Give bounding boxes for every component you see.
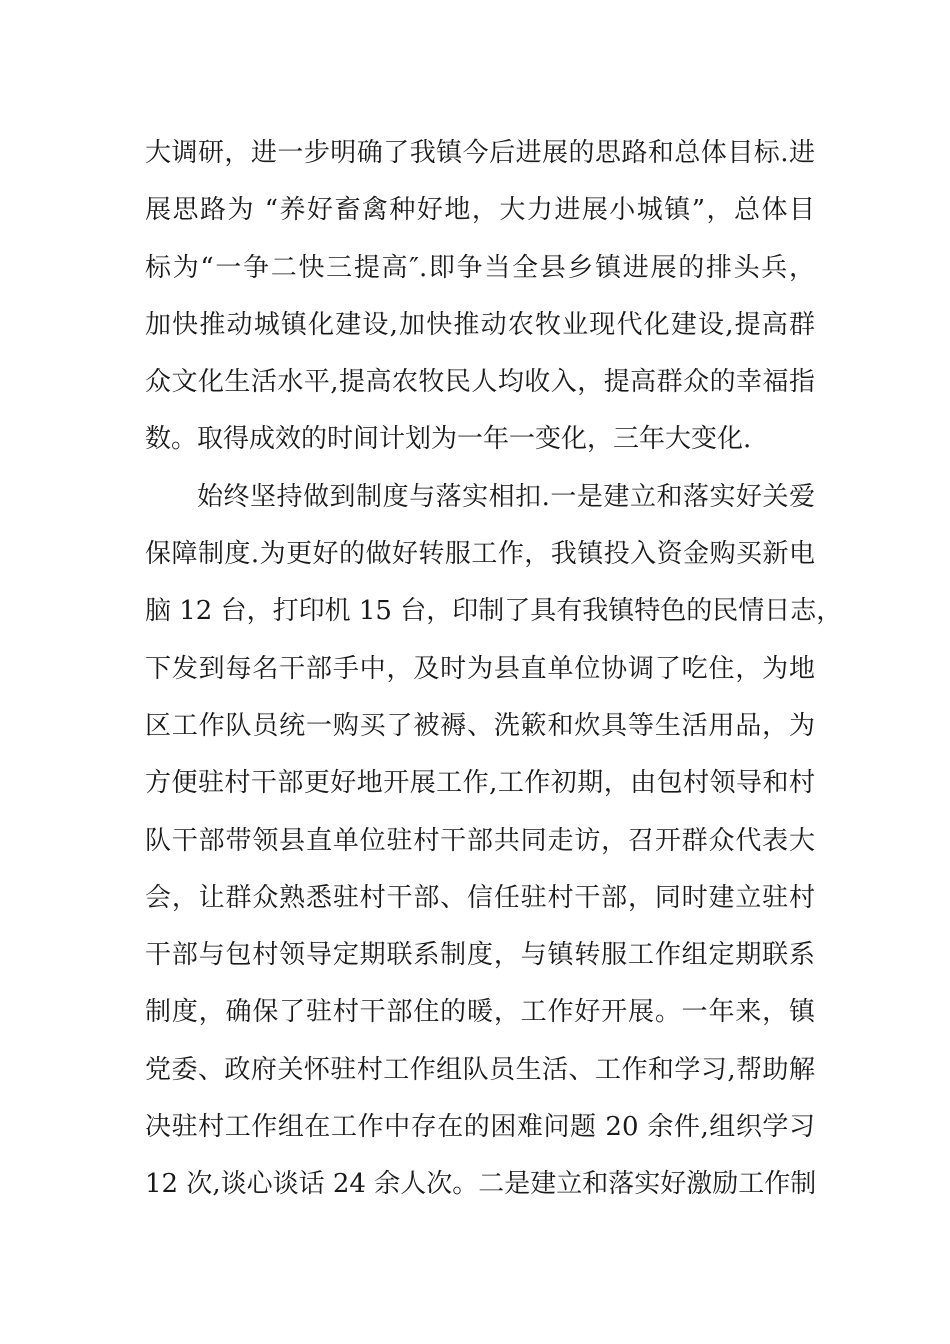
text-line: 众文化生活水平,提高农牧民人均收入，提高群众的幸福指 <box>145 367 815 398</box>
text-line: 12 次,谈心谈话 24 余人次。二是建立和落实好激励工作制 <box>145 1169 817 1200</box>
body-text <box>145 125 843 1214</box>
text-line: 党委、政府关怀驻村工作组队员生活、工作和学习,帮助解 <box>145 1054 815 1085</box>
text-line: 干部与包村领导定期联系制度，与镇转服工作组定期联系 <box>145 940 815 971</box>
text-line: 展思路为 “养好畜禽种好地，大力进展小城镇”，总体目 <box>145 195 815 226</box>
paragraph-2 <box>145 469 843 1214</box>
text-line: 脑 12 台，打印机 15 台，印制了具有我镇特色的民情日志， <box>145 596 843 627</box>
text-line: 制度，确保了驻村干部住的暖，工作好开展。一年来，镇 <box>145 997 815 1028</box>
text-line: 队干部带领县直单位驻村干部共同走访，召开群众代表大 <box>145 825 815 856</box>
text-line: 方便驻村干部更好地开展工作,工作初期，由包村领导和村 <box>145 768 815 799</box>
text-line: 会，让群众熟悉驻村干部、信任驻村干部，同时建立驻村 <box>145 882 815 913</box>
text-line: 始终坚持做到制度与落实相扣.一是建立和落实好关爱 <box>197 481 815 512</box>
text-line: 区工作队员统一购买了被褥、洗簌和炊具等生活用品，为 <box>145 710 815 741</box>
paragraph-1 <box>145 125 815 469</box>
text-line: 加快推动城镇化建设,加快推动农牧业现代化建设,提高群 <box>145 309 815 340</box>
text-line: 标为“一争二快三提高″.即争当全县乡镇进展的排头兵， <box>145 252 815 283</box>
text-line: 保障制度.为更好的做好转服工作，我镇投入资金购买新电 <box>145 539 815 570</box>
text-line: 大调研，进一步明确了我镇今后进展的思路和总体目标.进 <box>145 138 815 168</box>
text-line: 下发到每名干部手中，及时为县直单位协调了吃住，为地 <box>145 653 815 684</box>
text-line: 决驻村工作组在工作中存在的困难问题 20 余件,组织学习 <box>145 1112 815 1143</box>
text-line: 数。取得成效的时间计划为一年一变化，三年大变化. <box>145 424 752 455</box>
